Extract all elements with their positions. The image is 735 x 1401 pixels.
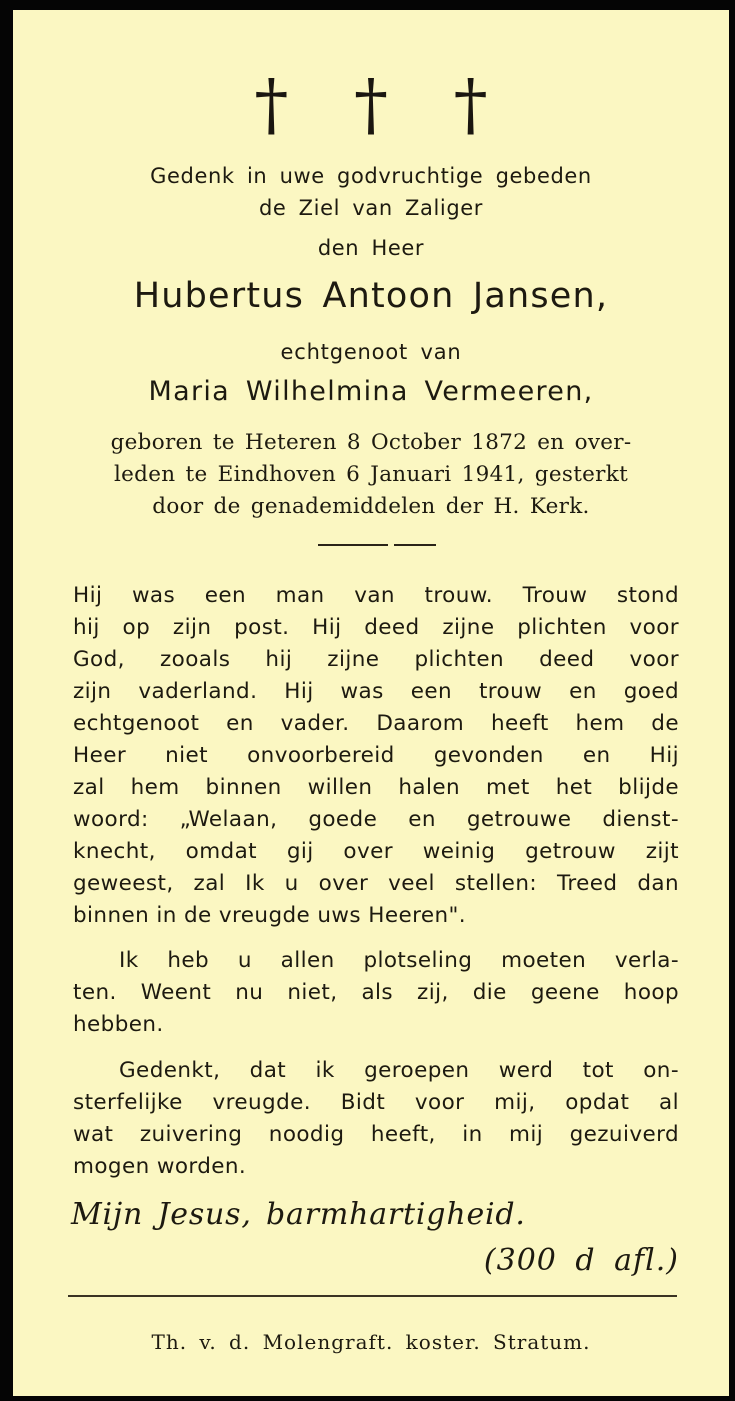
three-crosses-icon: † † †	[254, 66, 510, 145]
deceased-name: Hubertus Antoon Jansen,	[133, 276, 609, 316]
paragraph3-line: Gedenkt, dat ik geroepen werd tot on-	[119, 1058, 679, 1083]
intro-line-1: Gedenk in uwe godvruchtige gebeden	[150, 164, 592, 188]
intro-line-2: de Ziel van Zaliger	[258, 196, 484, 220]
prayer-line: Mijn Jesus, barmhartigheid.	[71, 1197, 526, 1232]
footer-divider	[68, 1295, 677, 1297]
memorial-card	[13, 10, 729, 1396]
paragraph3-line: mogen worden.	[73, 1154, 247, 1179]
paragraph1-line: woord: „Welaan, goede en getrouwe dienst-	[73, 807, 679, 832]
paragraph1-line: knecht, omdat gij over weinig getrouw zijt	[73, 839, 679, 864]
paragraph1-line: hij op zijn post. Hij deed zijne plichten voor	[73, 615, 679, 640]
paragraph1-line: binnen in de vreugde uws Heeren".	[73, 903, 467, 928]
bio-line-3: door de genademiddelen der H. Kerk.	[152, 494, 590, 519]
paragraph1-line: echtgenoot en vader. Daarom heeft hem de	[73, 711, 679, 736]
paragraph1-line: zal hem binnen willen halen met het blijde	[73, 775, 679, 800]
bio-line-1: geboren te Heteren 8 October 1872 en over-	[110, 430, 632, 455]
paragraph2-line: hebben.	[73, 1012, 164, 1037]
spouse-name: Maria Wilhelmina Vermeeren,	[148, 376, 594, 407]
short-divider	[318, 544, 436, 547]
bio-line-2: leden te Eindhoven 6 Januari 1941, gesterkt	[113, 462, 629, 487]
paragraph1-line: Hij was een man van trouw. Trouw stond	[73, 583, 679, 608]
printer-credit: Th. v. d. Molengraft. koster. Stratum.	[151, 1330, 591, 1354]
paragraph1-line: geweest, zal Ik u over veel stellen: Treed dan	[73, 871, 679, 896]
paragraph1-line: Heer niet onvoorbereid gevonden en Hij	[73, 743, 679, 768]
paragraph3-line: sterfelijke vreugde. Bidt voor mij, opdat al	[73, 1090, 679, 1115]
paragraph1-line: God, zooals hij zijne plichten deed voor	[73, 647, 679, 672]
paragraph1-line: zijn vaderland. Hij was een trouw en goed	[73, 679, 679, 704]
paragraph2-line: Ik heb u allen plotseling moeten verla-	[119, 948, 679, 973]
indulgence-note: (300 d afl.)	[483, 1243, 679, 1278]
paragraph3-line: wat zuivering noodig heeft, in mij gezuiverd	[73, 1122, 679, 1147]
spouse-intro: echtgenoot van	[280, 340, 462, 364]
intro-line-3: den Heer	[317, 236, 425, 260]
paragraph2-line: ten. Weent nu niet, als zij, die geene hoop	[73, 980, 679, 1005]
